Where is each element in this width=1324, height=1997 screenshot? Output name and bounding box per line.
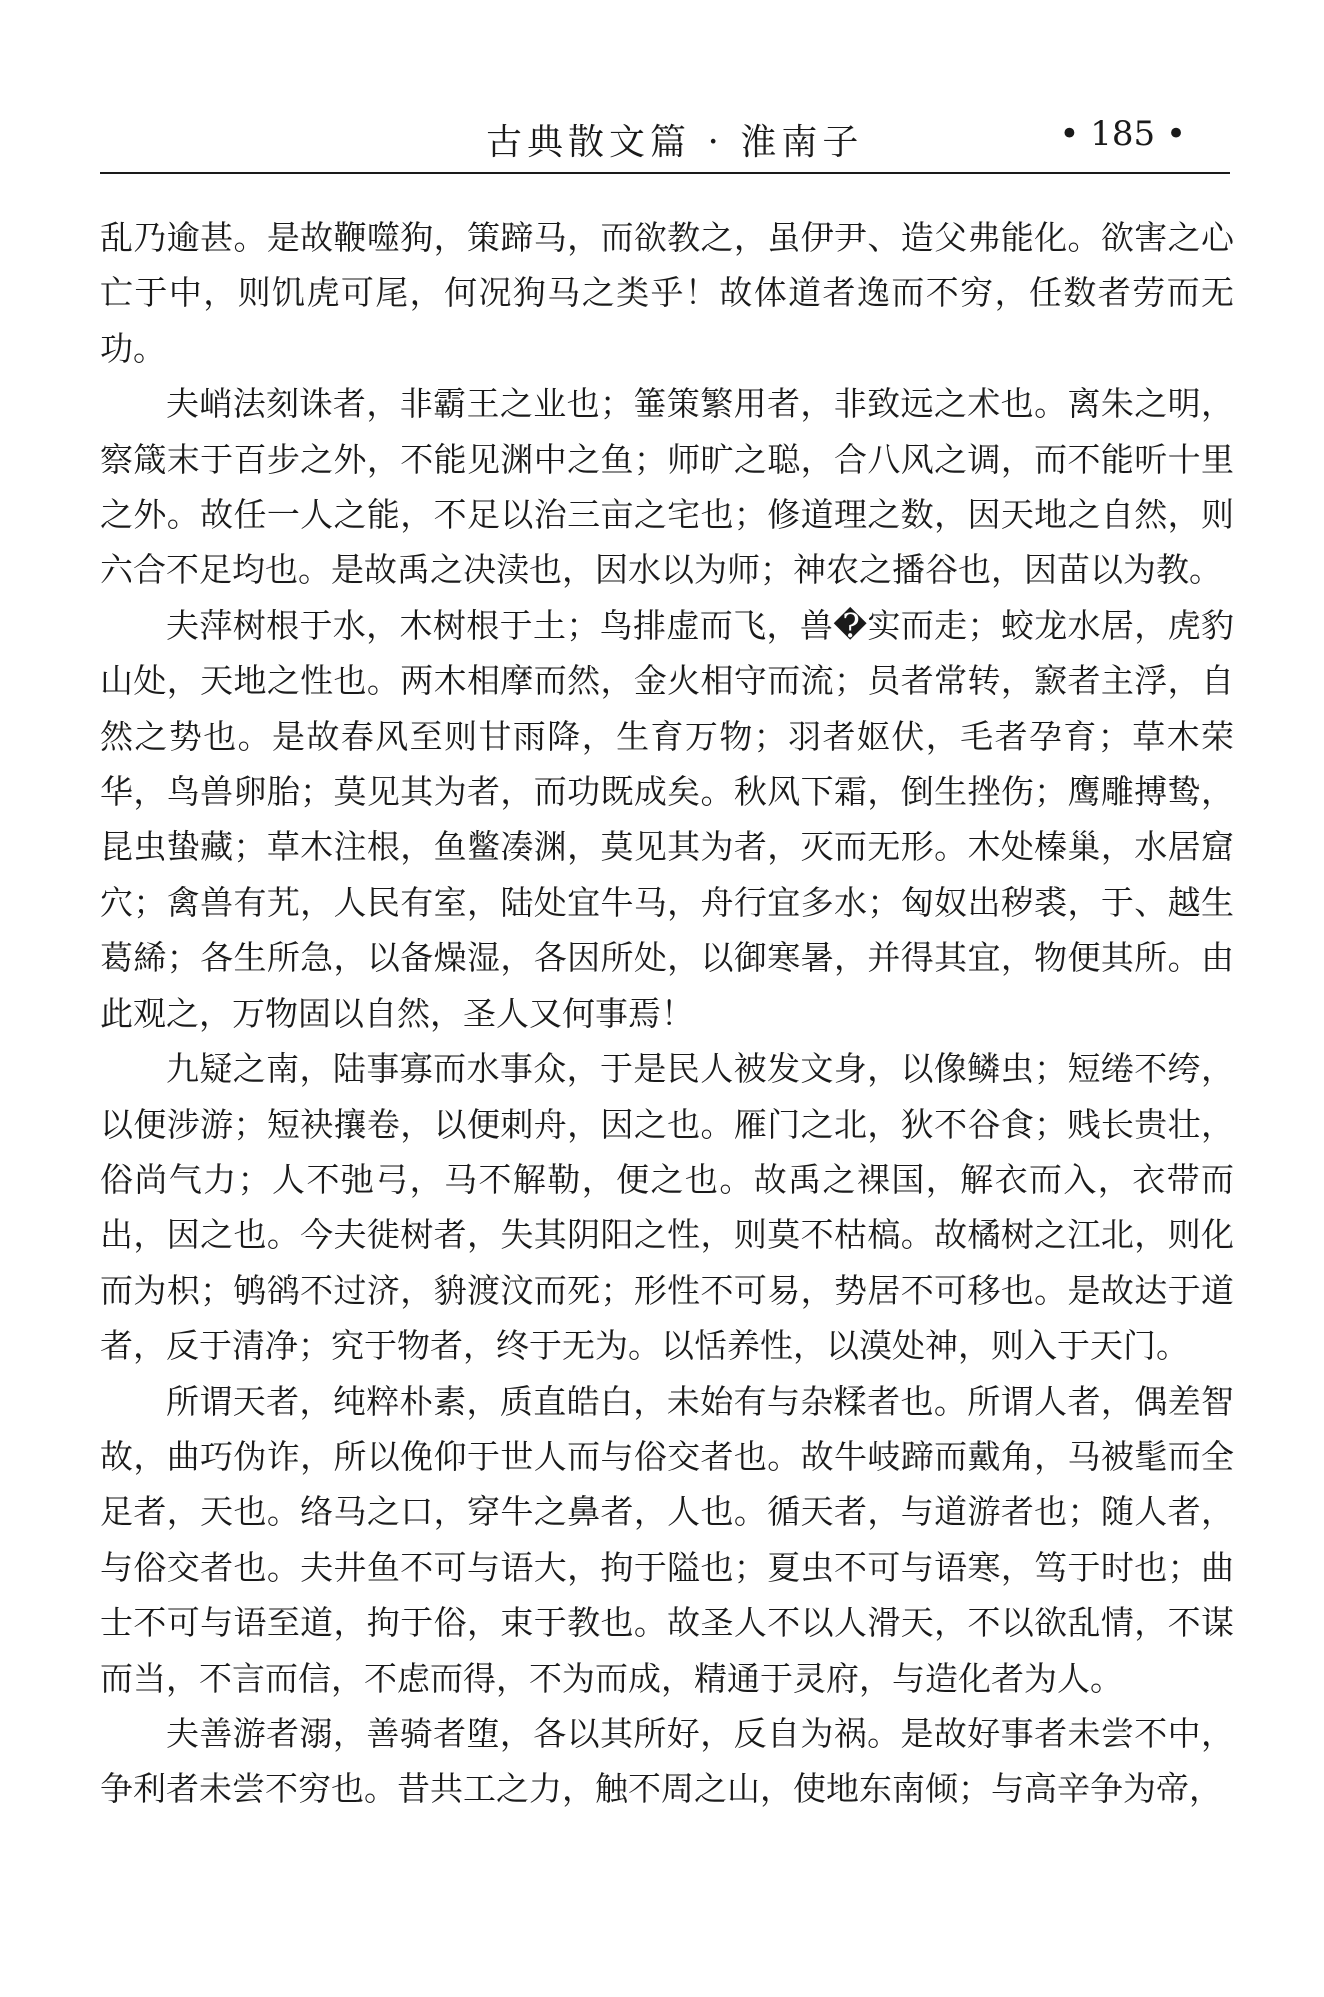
paragraph: 九疑之南，陆事寡而水事众，于是民人被发文身，以像鳞虫；短绻不绔，以便涉游；短袂攘卷，以便刺舟，因之也。雁门之北，狄不谷食；贱长贵壮，俗尚气力；人不弛弓，马不解勒，便之也。故禹之裸国，解衣而入，衣带而出，因之也。今夫徙树者，失其阴阳之性，则莫不枯槁。故橘树之江北，则化而为枳；鸲鹆不过济，貈渡汶而死；形性不可易，势居不可移也。是故达于道者，反于清净；究于物者，终于无为。以恬养性，以漠处神，则入于天门。 bbox=[100, 1049, 1234, 1366]
page-number: • 185 • bbox=[1059, 114, 1186, 154]
paragraph: 夫峭法刻诛者，非霸王之业也；箠策繁用者，非致远之术也。离朱之明，察箴末于百步之外，不能见渊中之鱼；师旷之聪，合八风之调，而不能听十里之外。故任一人之能，不足以治三亩之宅也；修道理之数，因天地之自然，则六合不足均也。是故禹之决渎也，因水以为师；神农之播谷也，因苗以为教。 bbox=[100, 384, 1234, 590]
paragraph: 夫善游者溺，善骑者堕，各以其所好，反自为祸。是故好事者未尝不中，争利者未尝不穷也。昔共工之力，触不周之山，使地东南倾；与高辛争为帝， bbox=[100, 1713, 1234, 1809]
running-title: 古典散文篇 · 淮南子 bbox=[486, 122, 864, 163]
paragraph: 所谓天者，纯粹朴素，质直皓白，未始有与杂糅者也。所谓人者，偶差智故，曲巧伪诈，所以俛仰于世人而与俗交者也。故牛岐蹄而戴角，马被髦而全足者，天也。络马之口，穿牛之鼻者，人也。循天者，与道游者也；随人者，与俗交者也。夫井鱼不可与语大，拘于隘也；夏虫不可与语寒，笃于时也；曲士不可与语至道，拘于俗，束于教也。故圣人不以人滑天，不以欲乱情，不谋而当，不言而信，不虑而得，不为而成，精通于灵府，与造化者为人。 bbox=[100, 1381, 1234, 1698]
page-header bbox=[100, 100, 1230, 174]
paragraph: 乱乃逾甚。是故鞭噬狗，策蹄马，而欲教之，虽伊尹、造父弗能化。欲害之心亡于中，则饥虎可尾，何况狗马之类乎！故体道者逸而不穷，任数者劳而无功。 bbox=[100, 218, 1234, 368]
paragraph: 夫萍树根于水，木树根于土；鸟排虚而飞，兽�实而走；蛟龙水居，虎豹山处，天地之性也。两木相摩而然，金火相守而流；员者常转，窾者主浮，自然之势也。是故春风至则甘雨降，生育万物；羽者妪伏，毛者孕育；草木荣华，鸟兽卵胎；莫见其为者，而功既成矣。秋风下霜，倒生挫伤；鹰雕搏鸷，昆虫蛰藏；草木注根，鱼鳖凑渊，莫见其为者，灭而无形。木处榛巢，水居窟穴；禽兽有艽，人民有室，陆处宜牛马，舟行宜多水；匈奴出秽裘，于、越生葛絺；各生所急，以备燥湿，各因所处，以御寒暑，并得其宜，物便其所。由此观之，万物固以自然，圣人又何事焉！ bbox=[100, 605, 1234, 1033]
body-text bbox=[100, 210, 1234, 1817]
